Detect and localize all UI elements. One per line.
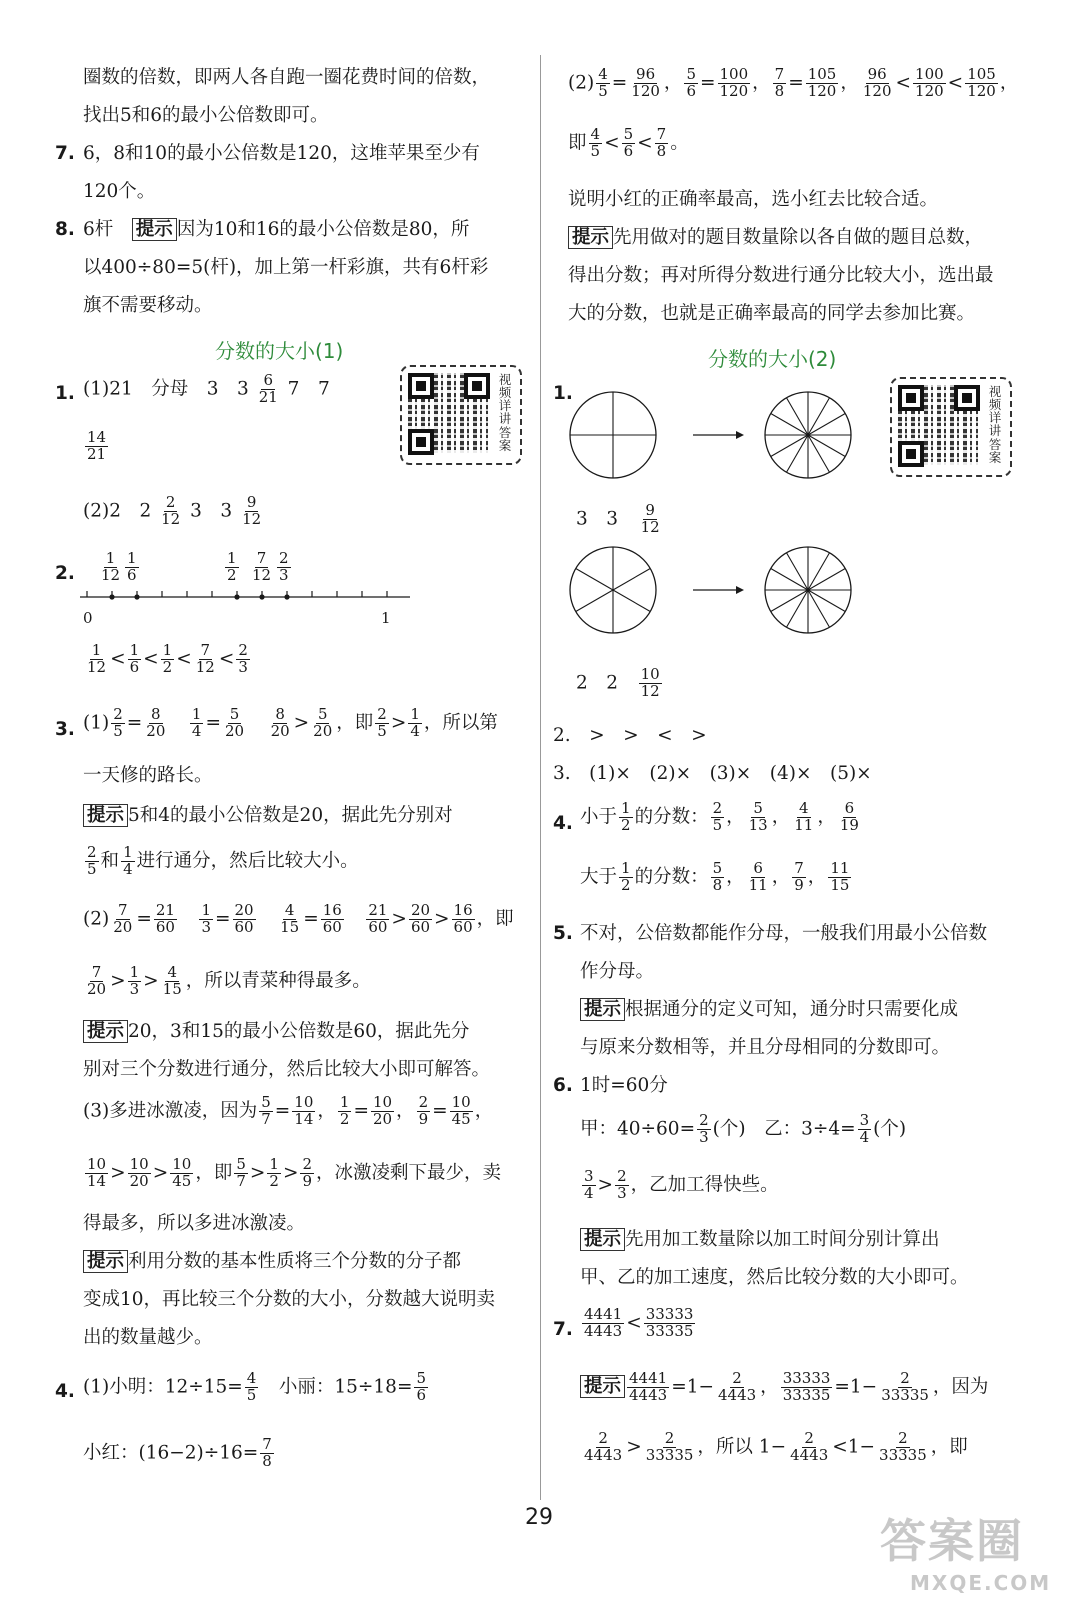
number-line-point xyxy=(284,594,289,599)
question-number: 5. xyxy=(553,923,573,944)
fraction: $\frac{9}{12}$ xyxy=(242,493,262,528)
circle-diagram-2 xyxy=(568,535,888,655)
text-line: 提示 先用做对的题目数量除以各自做的题目总数， xyxy=(568,229,983,248)
nl-label: $\frac{1}{12}$ xyxy=(101,549,121,584)
text-line: 6，8和10的最小公倍数是120，这堆苹果至少有 xyxy=(83,143,480,164)
circle-division-line xyxy=(576,569,613,591)
question-number: 1. xyxy=(55,383,75,404)
text-line: 得最多，所以多进冰激凌。 xyxy=(83,1213,306,1234)
text-line: $\frac{7}{20}$ > $\frac{1}{3}$ > $\frac{4}{15}$ ，所以青菜种得最多。 xyxy=(87,963,371,998)
text-line: (1) $\frac{2}{5}$ = $\frac{8}{20}$ $\frac{1}{4}$ = $\frac{5}{20}$ $\frac{8}{20}$ > $\frac{5}{20}$ ，即 $\frac{2}{5}$ > $\frac{1}{4}$ ，所以第 xyxy=(83,705,498,740)
text-line: 提示 20，3和15的最小公倍数是60，据此先分 xyxy=(83,1023,469,1042)
fraction: $\frac{6}{21}$ xyxy=(258,371,278,406)
text-line: 圈数的倍数，即两人各自跑一圈花费时间的倍数， xyxy=(83,67,491,88)
nl-label: $\frac{1}{2}$ xyxy=(227,549,237,584)
watermark-url: MXQE.COM xyxy=(910,1571,1052,1595)
number-line-point xyxy=(234,594,239,599)
circle-division-line xyxy=(576,590,613,612)
text-line: 以400÷80=5(杆)，加上第一杆彩旗，共有6杆彩 xyxy=(83,257,489,278)
number-line-point xyxy=(134,594,139,599)
hint-label: 提示 xyxy=(132,218,177,241)
qr-code[interactable] xyxy=(890,377,1012,477)
text-line: 出的数量越少。 xyxy=(83,1327,213,1348)
circle-division-line xyxy=(613,569,650,591)
nl-zero: 0 xyxy=(83,609,93,627)
question-number: 7. xyxy=(553,1319,573,1340)
text-line: $\frac{2}{5}$ 和 $\frac{1}{4}$ 进行通分，然后比较大小。 xyxy=(87,843,359,878)
text-line: $\frac{4441}{4443}$ < $\frac{33333}{33335}$ xyxy=(584,1305,694,1340)
text-line: 不对，公倍数都能作分母，一般我们用最小公倍数 xyxy=(580,923,988,944)
text-line: 3. (1)× (2)× (3)× (4)× (5)× xyxy=(553,763,872,784)
number-line-point xyxy=(259,594,264,599)
nl-one: 1 xyxy=(381,609,391,627)
text-line: $\frac{3}{4}$ > $\frac{2}{3}$ ，乙加工得快些。 xyxy=(584,1167,779,1202)
text-line: 旗不需要移动。 xyxy=(83,295,213,316)
text-line: (1)21 分母 3 3 $\frac{6}{21}$ 7 7 xyxy=(83,371,330,406)
text-line: 大于 $\frac{1}{2}$ 的分数： $\frac{5}{8}$ ， $\frac{6}{11}$ ， $\frac{7}{9}$ ， $\frac{11}{15}$ xyxy=(580,859,850,894)
text-line: 与原来分数相等，并且分母相同的分数即可。 xyxy=(580,1037,951,1058)
question-number: 1. xyxy=(553,383,573,404)
text-line: 甲：40÷60= $\frac{2}{3}$ (个) 乙：3÷4= $\frac{3}{4}$ (个) xyxy=(580,1111,907,1146)
text-line: 小红：(16−2)÷16= $\frac{7}{8}$ xyxy=(83,1435,272,1470)
text-line: (2) $\frac{4}{5}$ = $\frac{96}{120}$ ， $\frac{5}{6}$ = $\frac{100}{120}$ ， $\frac{7}{8}$ = $\frac{105}{120}$ ， $\frac{96}{120}$ < $\frac{100}{120}$ < $\frac{105}{120}$ ， xyxy=(568,65,1019,100)
nl-label: $\frac{1}{6}$ xyxy=(127,549,137,584)
question-number: 4. xyxy=(55,1381,75,1402)
text-line: 大的分数，也就是正确率最高的同学去参加比赛。 xyxy=(568,303,976,324)
text-line: 2 2 $\frac{10}{12}$ xyxy=(576,665,660,700)
text-line: 2. > > < > xyxy=(553,725,707,746)
section-title: 分数的大小(1) xyxy=(215,339,344,363)
text-line: 1时=60分 xyxy=(580,1075,668,1096)
text-line: (2)2 2 $\frac{2}{12}$ 3 3 $\frac{9}{12}$ xyxy=(83,493,262,528)
nl-label: $\frac{7}{12}$ xyxy=(252,549,272,584)
question-number: 7. xyxy=(55,143,75,164)
text-line: 6杆 提示 因为10和16的最小公倍数是80，所 xyxy=(83,219,470,240)
text-line: 变成10，再比较三个分数的大小，分数越大说明卖 xyxy=(83,1289,496,1310)
page-number: 29 xyxy=(525,1505,553,1530)
text-line: (1)小明：12÷15= $\frac{4}{5}$ 小丽：15÷18= $\frac{5}{6}$ xyxy=(83,1369,426,1404)
question-number: 4. xyxy=(553,813,573,834)
text-line xyxy=(83,430,110,463)
text-line: 3 3 $\frac{9}{12}$ xyxy=(576,501,660,536)
text-line: 得出分数；再对所得分数进行通分比较大小，选出最 xyxy=(568,265,994,286)
text-line: 说明小红的正确率最高，选小红去比较合适。 xyxy=(568,189,939,210)
nl-label: $\frac{2}{3}$ xyxy=(279,549,289,584)
text-line: 作分母。 xyxy=(580,961,655,982)
text-line: 提示 根据通分的定义可知，通分时只需要化成 xyxy=(580,1001,958,1020)
fraction: $\frac{14}{21}$ xyxy=(87,428,107,463)
text-line: 提示 先用加工数量除以加工时间分别计算出 xyxy=(580,1231,940,1250)
watermark-logo: 答案圈 xyxy=(880,1514,1024,1568)
text-line: 找出5和6的最小公倍数即可。 xyxy=(83,105,329,126)
text-line: $\frac{2}{4443}$ > $\frac{2}{33335}$ ，所以 1− $\frac{2}{4443}$ <1− $\frac{2}{33335}$ ，即 xyxy=(584,1429,968,1464)
text-line: 即 $\frac{4}{5}$ < $\frac{5}{6}$ < $\frac{7}{8}$ 。 xyxy=(568,125,689,160)
number-line-point xyxy=(109,594,114,599)
fraction: $\frac{2}{12}$ xyxy=(161,493,181,528)
text-line: $\frac{1}{12}$ < $\frac{1}{6}$ < $\frac{1}{2}$ < $\frac{7}{12}$ < $\frac{2}{3}$ xyxy=(87,641,248,676)
qr-caption: 视频详讲答案 xyxy=(988,384,1002,465)
column-divider xyxy=(540,55,541,1500)
text-line: 提示 利用分数的基本性质将三个分数的分子都 xyxy=(83,1253,461,1272)
text-line: 120个。 xyxy=(83,181,156,202)
text-line: (2) $\frac{7}{20}$ = $\frac{21}{60}$ $\frac{1}{3}$ = $\frac{20}{60}$ $\frac{4}{15}$ = $\frac{16}{60}$ $\frac{21}{60}$ > $\frac{20}{60}$ > $\frac{16}{60}$ ，即 xyxy=(83,901,514,936)
text-line: (3)多进冰激凌，因为 $\frac{5}{7}$ = $\frac{10}{14}$ ， $\frac{1}{2}$ = $\frac{10}{20}$ ， $\frac{2}{9}$ = $\frac{10}{45}$ ， xyxy=(83,1093,494,1128)
question-number: 3. xyxy=(55,719,75,740)
circle-division-line xyxy=(613,590,650,612)
text-line: 小于 $\frac{1}{2}$ 的分数： $\frac{2}{5}$ ， $\frac{5}{13}$ ， $\frac{4}{11}$ ， $\frac{6}{19}$ xyxy=(580,799,859,834)
text-line: 一天修的路长。 xyxy=(83,765,213,786)
text-line: $\frac{10}{14}$ > $\frac{10}{20}$ > $\frac{10}{45}$ ，即 $\frac{5}{7}$ > $\frac{1}{2}$ > $\frac{2}{9}$ ，冰激凌剩下最少，卖 xyxy=(87,1155,502,1190)
text-line: 提示 5和4的最小公倍数是20，据此先分别对 xyxy=(83,807,453,826)
question-number: 2. xyxy=(55,563,75,584)
circle-diagram-1 xyxy=(568,380,888,500)
qr-caption: 视频详讲答案 xyxy=(498,372,512,453)
qr-code[interactable] xyxy=(400,365,522,465)
question-number: 8. xyxy=(55,219,75,240)
section-title: 分数的大小(2) xyxy=(708,347,837,371)
watermark xyxy=(880,1505,1051,1595)
text-line: 甲、乙的加工速度，然后比较分数的大小即可。 xyxy=(580,1267,969,1288)
text-line: 别对三个分数进行通分，然后比较大小即可解答。 xyxy=(83,1059,491,1080)
question-number: 6. xyxy=(553,1075,573,1096)
text-line: 提示 $\frac{4441}{4443}$ =1− $\frac{2}{4443}$ ， $\frac{33333}{33335}$ =1− $\frac{2}{33335}$ ，因为 xyxy=(580,1371,988,1404)
